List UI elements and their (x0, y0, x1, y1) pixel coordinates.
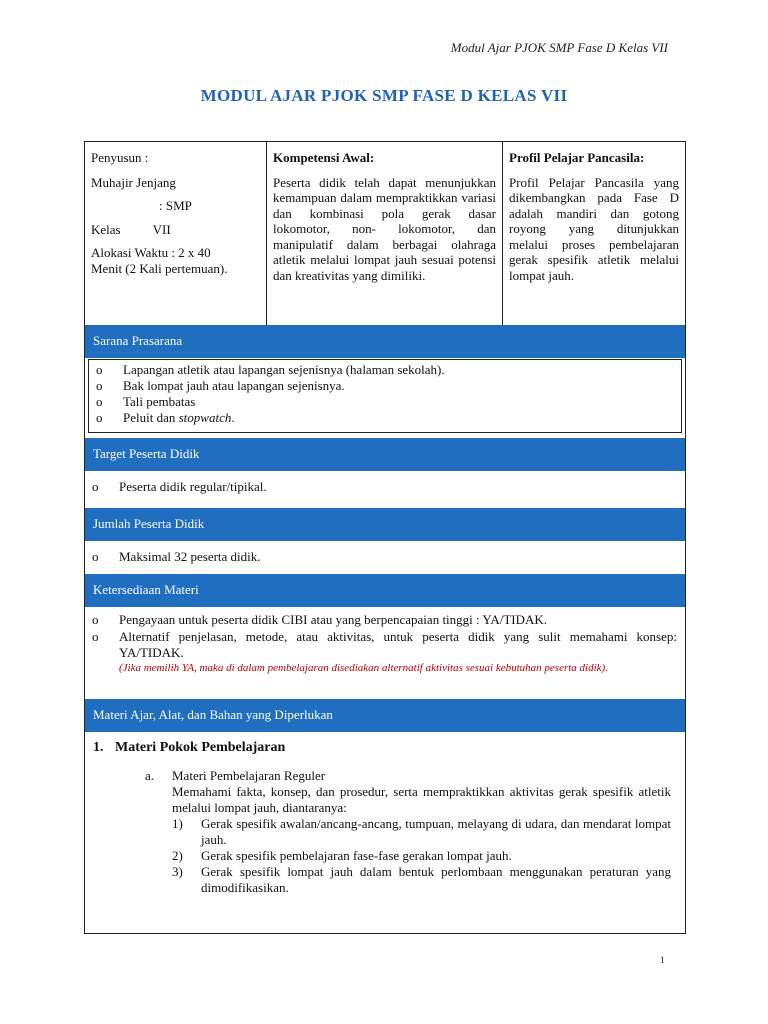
target-heading: Target Peserta Didik (85, 438, 685, 471)
profil-heading: Profil Pelajar Pancasila: (509, 150, 645, 165)
sub-title: Materi Pembelajaran Reguler (172, 768, 326, 783)
materi-pokok-heading: 1. Materi Pokok Pembelajaran (93, 740, 286, 755)
ketersediaan-list (85, 612, 685, 675)
kompetensi-heading: Kompetensi Awal: (273, 150, 375, 165)
numbered-item: 1) Gerak spesifik awalan/ancang-ancang, tumpuan, melayang di udara, dan mendarat lompat jauh. (172, 816, 671, 847)
jumlah-list (85, 549, 685, 565)
materi-heading: Materi Ajar, Alat, dan Bahan yang Diperlukan (85, 699, 685, 732)
module-table (84, 141, 686, 934)
list-item: o Peluit dan stopwatch. (96, 410, 235, 425)
sub-intro: Memahami fakta, konsep, dan prosedur, serta mempraktikkan aktivitas gerak spesifik atletik melalui lompat jauh, diantaranya: (172, 784, 671, 815)
ketersediaan-note: (Jika memilih YA, maka di dalam pembelajaran disediakan alternatif aktivitas sesuai kebutuhan peserta didik). (119, 662, 608, 674)
jenjang-value: : SMP (159, 198, 192, 213)
kompetensi-text: Peserta didik telah dapat menunjukkan kemampuan dalam mempraktikkan variasi dan kombinasi pola gerak dasar lokomotor, non- lokomotor, dan manipulatif dalam berbagai olahraga atletik melalui lompat jauh sesuai potensi dan kreativitas yang dimiliki. (273, 174, 496, 283)
jumlah-heading: Jumlah Peserta Didik (85, 508, 685, 541)
alokasi-line-2: Menit (2 Kali pertemuan). (91, 260, 228, 276)
sarana-list (89, 362, 681, 426)
kelas-value: VII (152, 221, 171, 237)
sub-letter: a. (145, 768, 155, 783)
materi-reguler (145, 768, 677, 896)
sarana-box (88, 359, 682, 433)
list-item: o Alternatif penjelasan, metode, atau aktivitas, untuk peserta didik yang sulit memahami konsep: YA/TIDAK. (92, 629, 677, 660)
list-item: o Pengayaan untuk peserta didik CIBI atau yang berpencapaian tinggi : YA/TIDAK. (92, 612, 548, 627)
author-cell (85, 142, 267, 325)
kelas-line (91, 222, 260, 238)
alokasi-line-1: Alokasi Waktu : 2 x 40 (91, 245, 211, 260)
profil-cell (503, 142, 685, 325)
target-list (85, 479, 685, 495)
ketersediaan-heading: Ketersediaan Materi (85, 574, 685, 607)
profil-text: Profil Pelajar Pancasila yang dikembangkan pada Fase D adalah mandiri dan gotong royong yang ditunjukkan melalui proses pembelajaran gerak spesifik atletik melalui lompat jauh. (509, 174, 679, 283)
list-item: o Peserta didik regular/tipikal. (92, 479, 267, 494)
running-header: Modul Ajar PJOK SMP Fase D Kelas VII (450, 40, 668, 55)
kelas-label: Kelas (91, 221, 121, 237)
list-item: o Tali pembatas (96, 394, 196, 409)
list-item: o Lapangan atletik atau lapangan sejenisnya (halaman sekolah). (96, 362, 445, 377)
penyusun-label: Penyusun : (91, 150, 149, 165)
document-title: MODUL AJAR PJOK SMP FASE D KELAS VII (200, 86, 568, 105)
numbered-item: 2) Gerak spesifik pembelajaran fase-fase gerakan lompat jauh. (172, 848, 512, 863)
numbered-item: 3) Gerak spesifik lompat jauh dalam bentuk perlombaan menggunakan peraturan yang dimodifikasikan. (172, 864, 671, 895)
page-number: 1 (660, 955, 665, 965)
sarana-heading: Sarana Prasarana (85, 325, 685, 358)
list-item: o Bak lompat jauh atau lapangan sejenisnya. (96, 378, 345, 393)
author-name: Muhajir Jenjang (91, 174, 176, 190)
info-row (85, 142, 685, 325)
kompetensi-cell (267, 142, 503, 325)
list-item: o Maksimal 32 peserta didik. (92, 549, 261, 564)
